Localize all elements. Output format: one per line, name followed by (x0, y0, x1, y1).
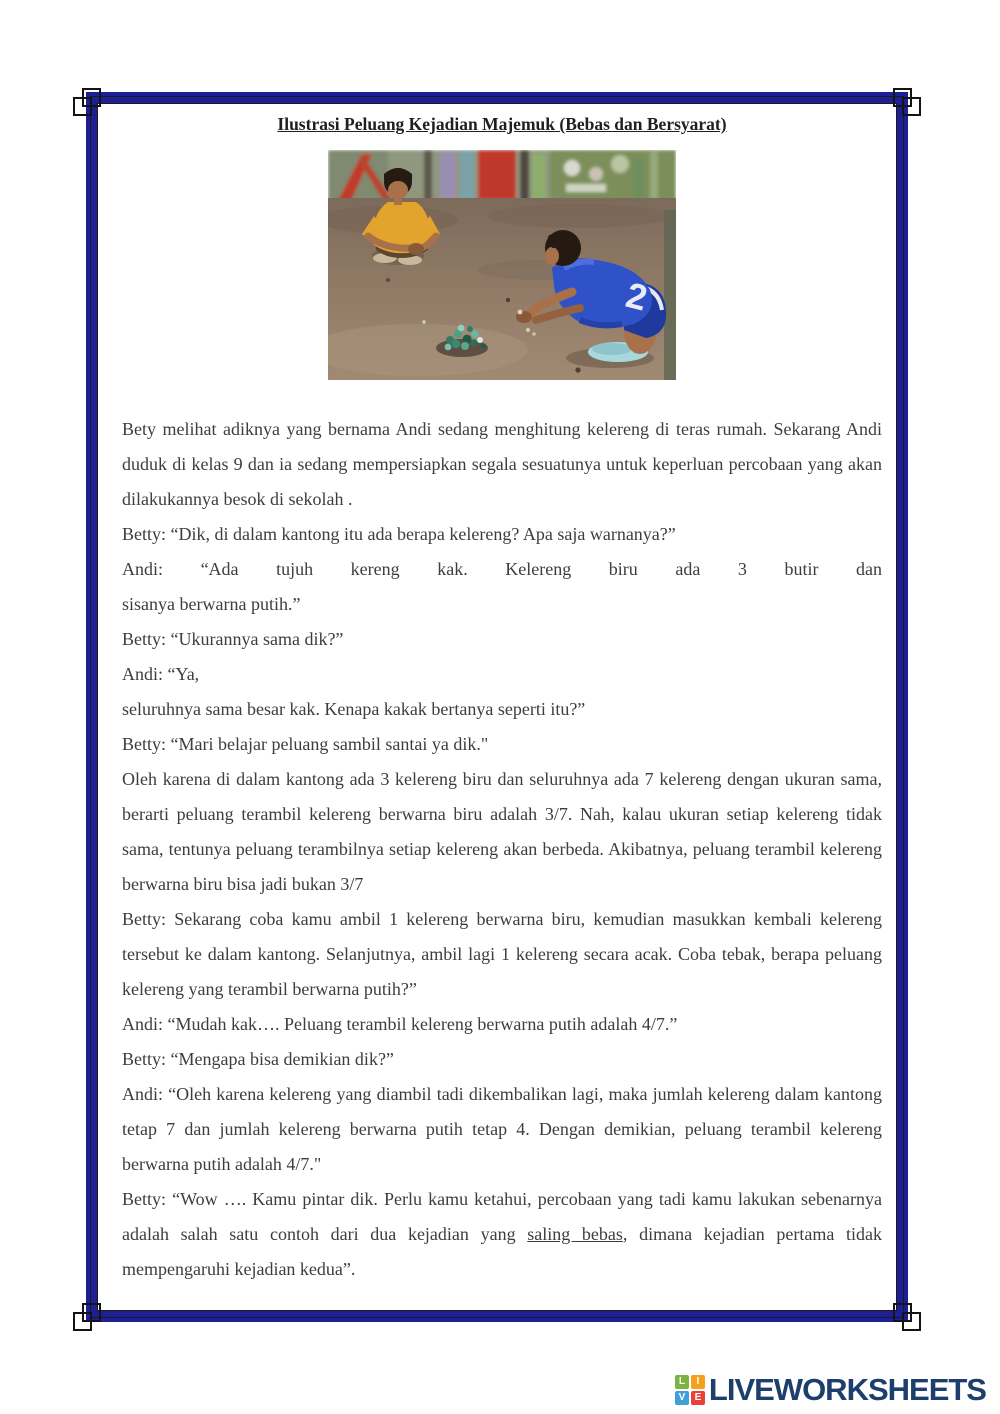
dialogue-andi (122, 552, 882, 622)
narration-paragraph: Oleh karena di dalam kantong ada 3 kelereng biru dan seluruhnya ada 7 kelereng dengan ukuran sama, berarti peluang terambil kelereng berwarna biru adalah 3/7. Nah, kalau ukuran setiap kelereng tidak sama, tentunya peluang terambilnya setiap kelereng akan berbeda. Akibatnya, peluang terambil kelereng berwarna biru bisa jadi bukan 3/7 (122, 769, 882, 894)
underlined-term: saling bebas (527, 1224, 623, 1244)
border-corner-ornament (73, 1312, 92, 1331)
liveworksheets-logo[interactable] (675, 1372, 986, 1408)
dialogue-line: sisanya berwarna putih.” (122, 594, 301, 614)
photo-children-playing-marbles (328, 150, 676, 380)
liveworksheets-grid-icon (675, 1375, 705, 1405)
page-title: Ilustrasi Peluang Kejadian Majemuk (Bebas dan Bersyarat) (277, 114, 727, 134)
dialogue-segment: Betty: “Wow …. Kamu pintar dik. Perlu kamu ketahui, percobaan yang tadi kamu lakukan sebenarnya adalah salah satu contoh dari dua kejadian yang (122, 1189, 882, 1244)
document-content (122, 112, 882, 1287)
logo-tile-l: L (675, 1375, 689, 1389)
border-corner-ornament (902, 1312, 921, 1331)
dialogue-betty: Betty: “Mari belajar peluang sambil santai ya dik." (122, 734, 489, 754)
dialogue-andi-continued: seluruhnya sama besar kak. Kenapa kakak bertanya seperti itu?” (122, 699, 586, 719)
dialogue-line: Andi: “Ada tujuh kereng kak. Kelereng biru ada 3 butir dan (122, 559, 882, 579)
dialogue-betty: Betty: “Mengapa bisa demikian dik?” (122, 1049, 394, 1069)
dialogue-andi: Andi: “Oleh karena kelereng yang diambil tadi dikembalikan lagi, maka jumlah kelereng dalam kantong tetap 7 dan jumlah kelereng berwarna putih tetap 4. Dengan demikian, peluang terambil kelereng berwarna putih adalah 4/7." (122, 1084, 882, 1174)
dialogue-betty: Betty: “Dik, di dalam kantong itu ada berapa kelereng? Apa saja warnanya?” (122, 524, 676, 544)
dialogue-betty: Betty: “Ukurannya sama dik?” (122, 629, 344, 649)
liveworksheets-wordmark: LIVEWORKSHEETS (708, 1372, 986, 1407)
logo-tile-v: V (675, 1391, 689, 1405)
dialogue-segment: , dimana kejadian pertama tidak mempengaruhi kejadian kedua”. (122, 1224, 882, 1279)
logo-tile-e: E (691, 1391, 705, 1405)
dialogue-andi: Andi: “Mudah kak…. Peluang terambil kelereng berwarna putih adalah 4/7.” (122, 1014, 678, 1034)
dialogue-betty: Betty: Sekarang coba kamu ambil 1 kelereng berwarna biru, kemudian masukkan kembali kelereng tersebut ke dalam kantong. Selanjutnya, ambil lagi 1 kelereng secara acak. Coba tebak, berapa peluang kelereng yang terambil berwarna putih?” (122, 909, 882, 999)
logo-tile-i: I (691, 1375, 705, 1389)
dialogue-andi: Andi: “Ya, (122, 664, 200, 684)
story-text (122, 412, 882, 1287)
dialogue-betty (122, 1182, 882, 1287)
narration-paragraph: Bety melihat adiknya yang bernama Andi sedang menghitung kelereng di teras rumah. Sekarang Andi duduk di kelas 9 dan ia sedang mempersiapkan segala sesuatunya untuk keperluan percobaan yang akan dilakukannya besok di sekolah . (122, 419, 882, 509)
border-corner-ornament (73, 97, 92, 116)
border-corner-ornament (902, 97, 921, 116)
svg-text:2: 2 (622, 273, 652, 319)
